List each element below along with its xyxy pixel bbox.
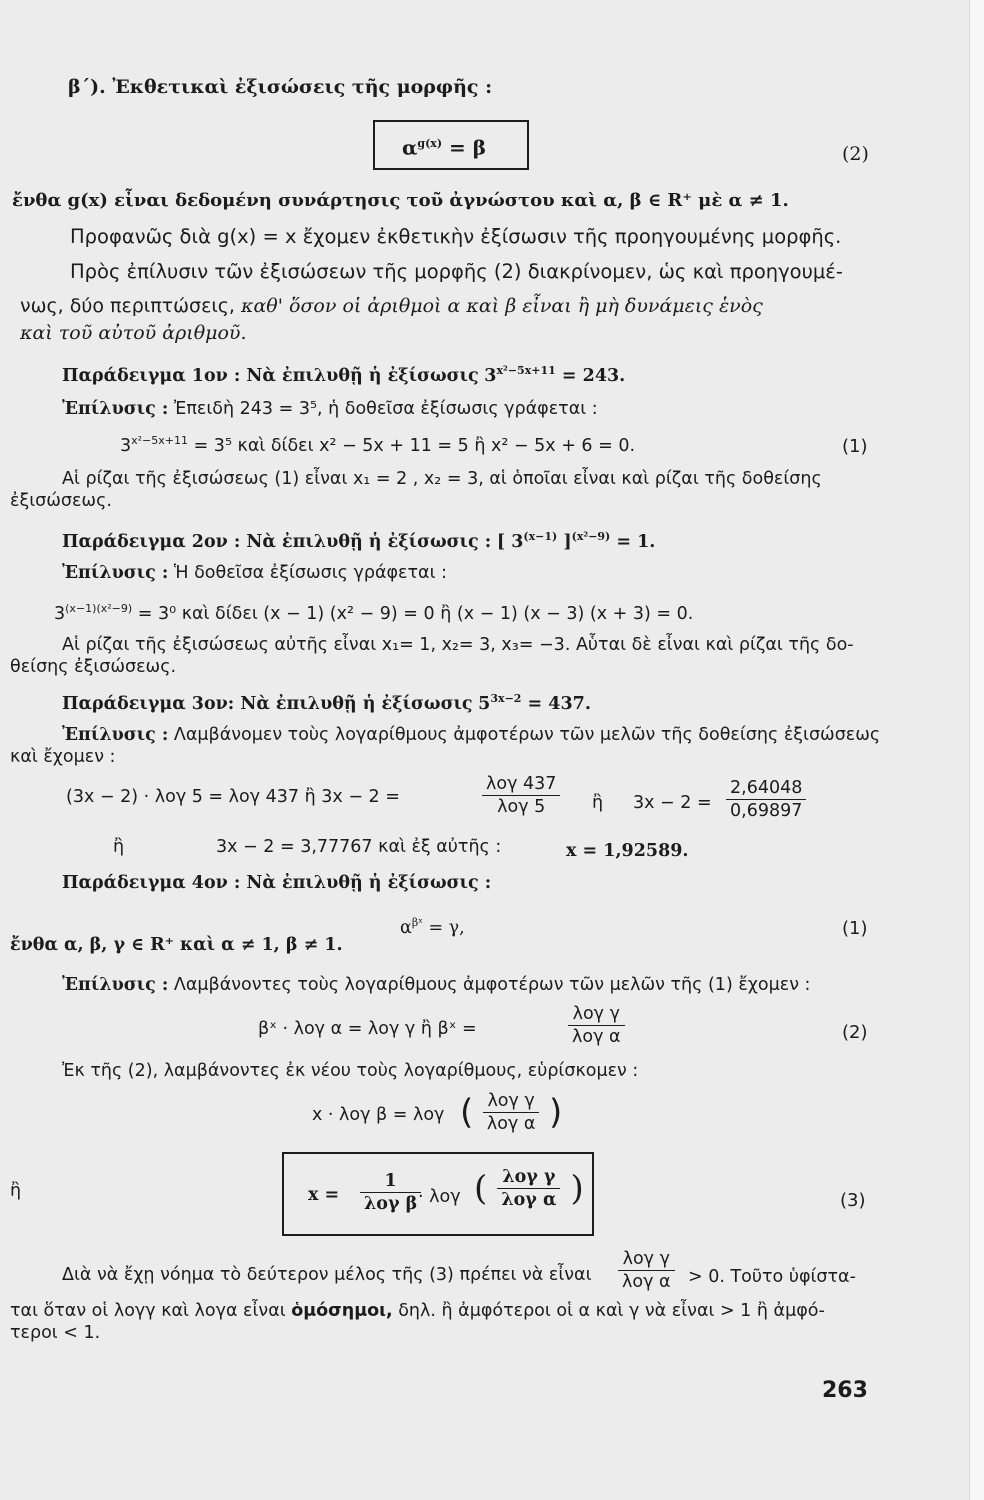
- ex1-title-text: Παράδειγμα 1ον : Νὰ ἐπιλυθῇ ἡ ἐξίσωσις: [62, 365, 479, 386]
- example-4-solution-intro: [62, 974, 810, 996]
- page-number: 263: [822, 1378, 868, 1403]
- boxed-eq-rhs: = β: [449, 135, 487, 160]
- ex3-line-1-right: 3x − 2 =: [633, 793, 712, 813]
- ex1-roots-line-2: ἐξισώσεως.: [10, 491, 112, 511]
- ex3-eq: $5^{3x-2} = 437$.: [478, 692, 591, 714]
- ex2-title-text: Παράδειγμα 2ον : Νὰ ἐπιλυθῇ ἡ ἐξίσωσις :: [62, 531, 492, 552]
- ex4-text-2: Ἐκ τῆς (2), λαμβάνοντες ἐκ νέου τοὺς λογαρίθμους, εὑρίσκομεν :: [62, 1061, 639, 1081]
- ex3-sol-text-2: καὶ ἔχομεν :: [10, 747, 116, 767]
- equation-number-3: (3): [840, 1190, 866, 1211]
- scan-edge: [969, 0, 984, 1500]
- box-frac-num: 1: [360, 1170, 421, 1193]
- ex4-line-2-paren-frac: ( $\frac{\text{λογ γ}}{\text{λογ α}}$ ): [460, 1091, 563, 1134]
- example-4-title: Παράδειγμα 4ον : Νὰ ἐπιλυθῇ ἡ ἐξίσωσις :: [62, 873, 492, 893]
- ex3-frac1-den: λογ 5: [497, 797, 546, 817]
- paragraph-2-line-2: [20, 295, 763, 317]
- boxed-result-x: x =: [308, 1185, 340, 1205]
- paragraph-1: Προφανῶς διὰ g(x) = x ἔχομεν ἐκθετικὴν ἐξίσωσιν τῆς προηγουμένης μορφῆς.: [70, 225, 842, 248]
- ex3-line-1-or: ἢ: [592, 793, 604, 813]
- ex4-equation-number-2: (2): [842, 1022, 868, 1043]
- ex4-equation: [400, 912, 465, 939]
- example-3-solution-intro: [62, 724, 880, 746]
- p2-normal-text: νως, δύο περιπτώσεις,: [20, 295, 235, 317]
- final-line-3: τεροι < 1.: [10, 1323, 101, 1343]
- ex2-sol-label: Ἐπίλυσις :: [62, 563, 169, 583]
- final-line-1-right: > 0. Τοῦτο ὑφίστα-: [688, 1267, 856, 1287]
- final-frac-num: λογ γ: [618, 1248, 675, 1271]
- ex1-roots-line-1: Αἱ ρίζαι τῆς ἐξισώσεως (1) εἶναι x₁ = 2 , x₂ = 3, αἱ ὁποῖαι εἶναι καὶ ρίζαι τῆς δοθείσης: [62, 469, 822, 489]
- ex3-line-2: 3x − 2 = 3,77767 καὶ ἐξ αὐτῆς :: [216, 837, 502, 857]
- example-1-equation-line: $3^{x^2-5x+11} = 3^5$ καὶ δίδει x² − 5x + 11 = 5 ἢ x² − 5x + 6 = 0.: [120, 434, 636, 456]
- ex1-sol-text: Ἐπειδὴ 243 = 3⁵, ἡ δοθεῖσα ἐξίσωσις γράφεται :: [173, 399, 598, 419]
- ex4-fraction: [564, 1003, 629, 1048]
- box-frac2-den: λογ α: [501, 1190, 557, 1210]
- final-frac-den: λογ α: [622, 1272, 671, 1292]
- ex2-roots-line-1: Αἱ ρίζαι τῆς ἐξισώσεως αὐτῆς εἶναι x₁= 1, x₂= 3, x₃= −3. Αὗται δὲ εἶναι καὶ ρίζαι τῆς δο-: [62, 635, 854, 655]
- final-line-2: ται ὅταν οἱ λογγ καὶ λογα εἶναι ὁμόσημοι, δηλ. ἢ ἀμφότεροι οἱ α καὶ γ νὰ εἶναι > 1 ἢ ἀμφό-: [10, 1301, 825, 1321]
- ex3-fraction-1: [478, 773, 564, 818]
- paragraph-2-line-3: καὶ τοῦ αὐτοῦ ἀριθμοῦ.: [20, 322, 247, 344]
- ex3-line-2-or: ἢ: [113, 837, 125, 857]
- equation-number-2: (2): [842, 143, 869, 165]
- ex4-sol-label: Ἐπίλυσις :: [62, 975, 169, 995]
- ex4-frac-den: λογ α: [572, 1027, 621, 1047]
- final-fraction: [614, 1248, 679, 1293]
- ex2-line-exp: (x−1)(x²−9): [65, 602, 133, 615]
- p2-italic-text: καθ' ὅσον οἱ ἀριθμοὶ α καὶ β εἶναι ἢ μὴ δυνάμεις ἑνὸς: [241, 295, 763, 317]
- ex4-or-label: ἢ: [10, 1181, 22, 1201]
- example-1-title: [62, 360, 625, 387]
- ex1-line-exp: x²−5x+11: [131, 434, 188, 447]
- paragraph-2-line-1: Πρὸς ἐπίλυσιν τῶν ἐξισώσεων τῆς μορφῆς (2) διακρίνομεν, ὡς καὶ προηγουμέ-: [70, 260, 843, 283]
- box-frac-den: λογ β: [364, 1194, 418, 1214]
- ex4-eq-base: α: [400, 917, 412, 938]
- example-2-solution-intro: [62, 562, 447, 584]
- ex2-line-rest: = 3⁰ καὶ δίδει (x − 1) (x² − 9) = 0 ἢ (x − 1) (x − 3) (x + 3) = 0.: [137, 603, 694, 624]
- section-title: β΄). Ἐκθετικαὶ ἐξισώσεις τῆς μορφῆς :: [68, 76, 493, 98]
- definition-line: ἔνθα g(x) εἶναι δεδομένη συνάρτησις τοῦ ἀγνώστου καὶ α, β ∈ R⁺ μὲ α ≠ 1.: [12, 190, 789, 211]
- boxed-eq-base: α: [402, 135, 418, 160]
- final-bold-word: ὁμόσημοι,: [291, 1301, 393, 1321]
- ex3-result: x = 1,92589.: [566, 841, 689, 861]
- boxed-result-paren-frac: ( $\frac{\text{λογ γ}}{\text{λογ α}}$ ): [474, 1167, 584, 1210]
- ex4-conditions: ἔνθα α, β, γ ∈ R⁺ καὶ α ≠ 1, β ≠ 1.: [10, 935, 343, 955]
- ex3-frac2-num: 2,64048: [726, 777, 806, 800]
- final-line-1-left: Διὰ νὰ ἔχῃ νόημα τὸ δεύτερον μέλος τῆς (3) πρέπει νὰ εἶναι: [62, 1265, 592, 1285]
- ex3-fraction-2: [722, 777, 810, 822]
- ex3-sol-text: Λαμβάνομεν τοὺς λογαρίθμους ἀμφοτέρων τῶν μελῶν τῆς δοθείσης ἐξισώσεως: [173, 725, 881, 745]
- ex2-eq: [ $3^{(x-1)}$ ]$^{(x^2-9)}$ = 1.: [496, 530, 656, 552]
- ex4-line2-frac-den: λογ α: [486, 1114, 536, 1134]
- ex4-line-2: x · λογ β = λογ: [312, 1105, 445, 1125]
- ex4-frac-num: λογ γ: [568, 1003, 625, 1026]
- ex4-sol-text: Λαμβάνοντες τοὺς λογαρίθμους ἀμφοτέρων τῶν μελῶν τῆς (1) ἔχομεν :: [173, 975, 811, 995]
- ex4-line2-frac-num: λογ γ: [483, 1090, 540, 1113]
- ex3-title-text: Παράδειγμα 3ον: Νὰ ἐπιλυθῇ ἡ ἐξίσωσις: [62, 693, 473, 714]
- ex3-frac2-den: 0,69897: [730, 801, 803, 821]
- box-frac2-num: λογ γ: [497, 1166, 560, 1189]
- example-1-solution-intro: [62, 398, 598, 420]
- ex4-line-1: βˣ · λογ α = λογ γ ἢ βˣ =: [258, 1019, 477, 1039]
- boxed-result-fraction: [356, 1170, 425, 1215]
- example-2-equation-line: $3^{(x-1)(x^2-9)} = 3^0$ καὶ δίδει (x − 1) (x² − 9) = 0 ἢ (x − 1) (x − 3) (x + 3) = 0.: [54, 602, 694, 624]
- boxed-equation: [402, 133, 486, 159]
- ex4-equation-number: (1): [842, 918, 868, 939]
- ex4-eq-rhs: = γ,: [428, 917, 465, 938]
- boxed-result-log: · λογ: [418, 1187, 461, 1207]
- ex4-eq-exp: βˣ: [411, 916, 423, 929]
- ex1-equation-number: (1): [842, 436, 868, 457]
- ex3-sol-label: Ἐπίλυσις :: [62, 725, 169, 745]
- ex1-sol-label: Ἐπίλυσις :: [62, 399, 169, 419]
- example-3-title: [62, 688, 591, 715]
- ex2-roots-line-2: θείσης ἐξισώσεως.: [10, 657, 177, 677]
- ex1-line-rest: = 3⁵ καὶ δίδει x² − 5x + 11 = 5 ἢ x² − 5x + 6 = 0.: [193, 435, 636, 456]
- example-2-title: [62, 526, 655, 553]
- ex1-eq: $3^{x^2-5x+11} = 243$.: [484, 364, 626, 386]
- ex3-line-1-left: (3x − 2) · λογ 5 = λογ 437 ἢ 3x − 2 =: [66, 787, 400, 807]
- boxed-eq-exp: g(x): [417, 137, 443, 150]
- ex2-sol-text: Ἡ δοθεῖσα ἐξίσωσις γράφεται :: [173, 563, 447, 583]
- ex3-frac1-num: λογ 437: [482, 773, 560, 796]
